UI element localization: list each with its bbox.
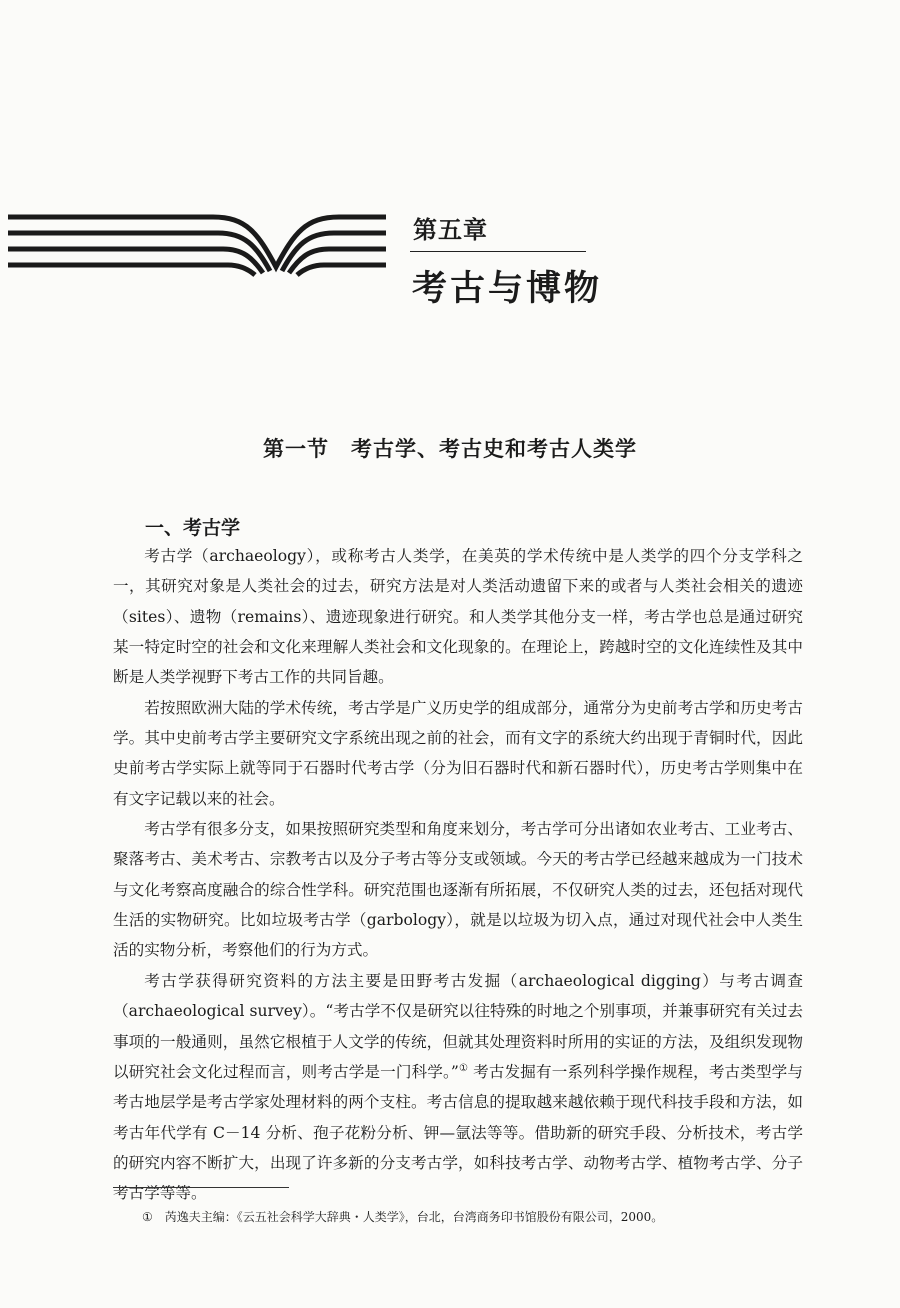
chapter-divider (410, 251, 586, 252)
footnote-text: 芮逸夫主编：《云五社会科学大辞典・人类学》，台北，台湾商务印书馆股份有限公司，2000。 (164, 1210, 664, 1224)
paragraph: 考古学有很多分支，如果按照研究类型和角度来划分，考古学可分出诸如农业考古、工业考古、聚落考古、美术考古、宗教考古以及分子考古等分支或领域。今天的考古学已经越来越成为一门技术与文化考察高度融合的综合性学科。研究范围也逐渐有所拓展，不仅研究人类的过去，还包括对现代生活的实物研究。比如垃圾考古学（garbology），就是以垃圾为切入点，通过对现代社会中人类生活的实物分析，考察他们的行为方式。 (113, 820, 803, 960)
paragraph-text: 考古发掘有一系列科学操作规程，考古类型学与考古地层学是考古学家处理材料的两个支柱。考古信息的提取越来越依赖于现代科技手段和方法，如考古年代学有 C－14 分析、孢子花粉分析、钾—氩法等等。借助新的研究手段、分析技术，考古学的研究内容不断扩大，出现了许多新的分支考古学，如科技考古学、动物考古学、植物考古学、分子考古学等等。 (113, 1062, 803, 1203)
subsection-heading: 一、考古学 (145, 517, 241, 539)
body-text (113, 541, 803, 1209)
footnote-mark: ① (142, 1210, 153, 1224)
paragraph: 若按照欧洲大陆的学术传统，考古学是广义历史学的组成部分，通常分为史前考古学和历史考古学。其中史前考古学主要研究文字系统出现之前的社会，而有文字的系统大约出现于青铜时代，因此史前考古学实际上就等同于石器时代考古学（分为旧石器时代和新石器时代），历史考古学则集中在有文字记载以来的社会。 (113, 698, 803, 808)
paragraph: 考古学（archaeology），或称考古人类学，在美英的学术传统中是人类学的四个分支学科之一，其研究对象是人类社会的过去，研究方法是对人类活动遗留下来的或者与人类社会相关的遗迹（sites）、遗物（remains）、遗迹现象进行研究。和人类学其他分支一样，考古学也总是通过研究某一特定时空的社会和文化来理解人类社会和文化现象的。在理论上，跨越时空的文化连续性及其中断是人类学视野下考古工作的共同旨趣。 (113, 547, 803, 687)
paragraph-text: 考古学获得研究资料的方法主要是田野考古发掘（archaeological digging）与考古调查（archaeological survey）。“考古学不仅是研究以往特殊的时地之个别事项，并兼事研究有关过去事项的一般通则，虽然它根植于人文学的传统，但就其处理资料时所用的实证的方法，及组织发现物以研究社会文化过程而言，则考古学是一门科学。” (113, 971, 803, 1081)
chapter-number: 第五章 (413, 216, 488, 244)
footnote (142, 1208, 822, 1225)
section-heading: 第一节 考古学、考古史和考古人类学 (263, 437, 637, 461)
paragraph (113, 966, 803, 1209)
footnote-divider (113, 1187, 289, 1188)
footnote-reference[interactable]: ① (458, 1062, 469, 1074)
chapter-title: 考古与博物 (412, 269, 603, 309)
chapter-ornament (8, 205, 393, 280)
